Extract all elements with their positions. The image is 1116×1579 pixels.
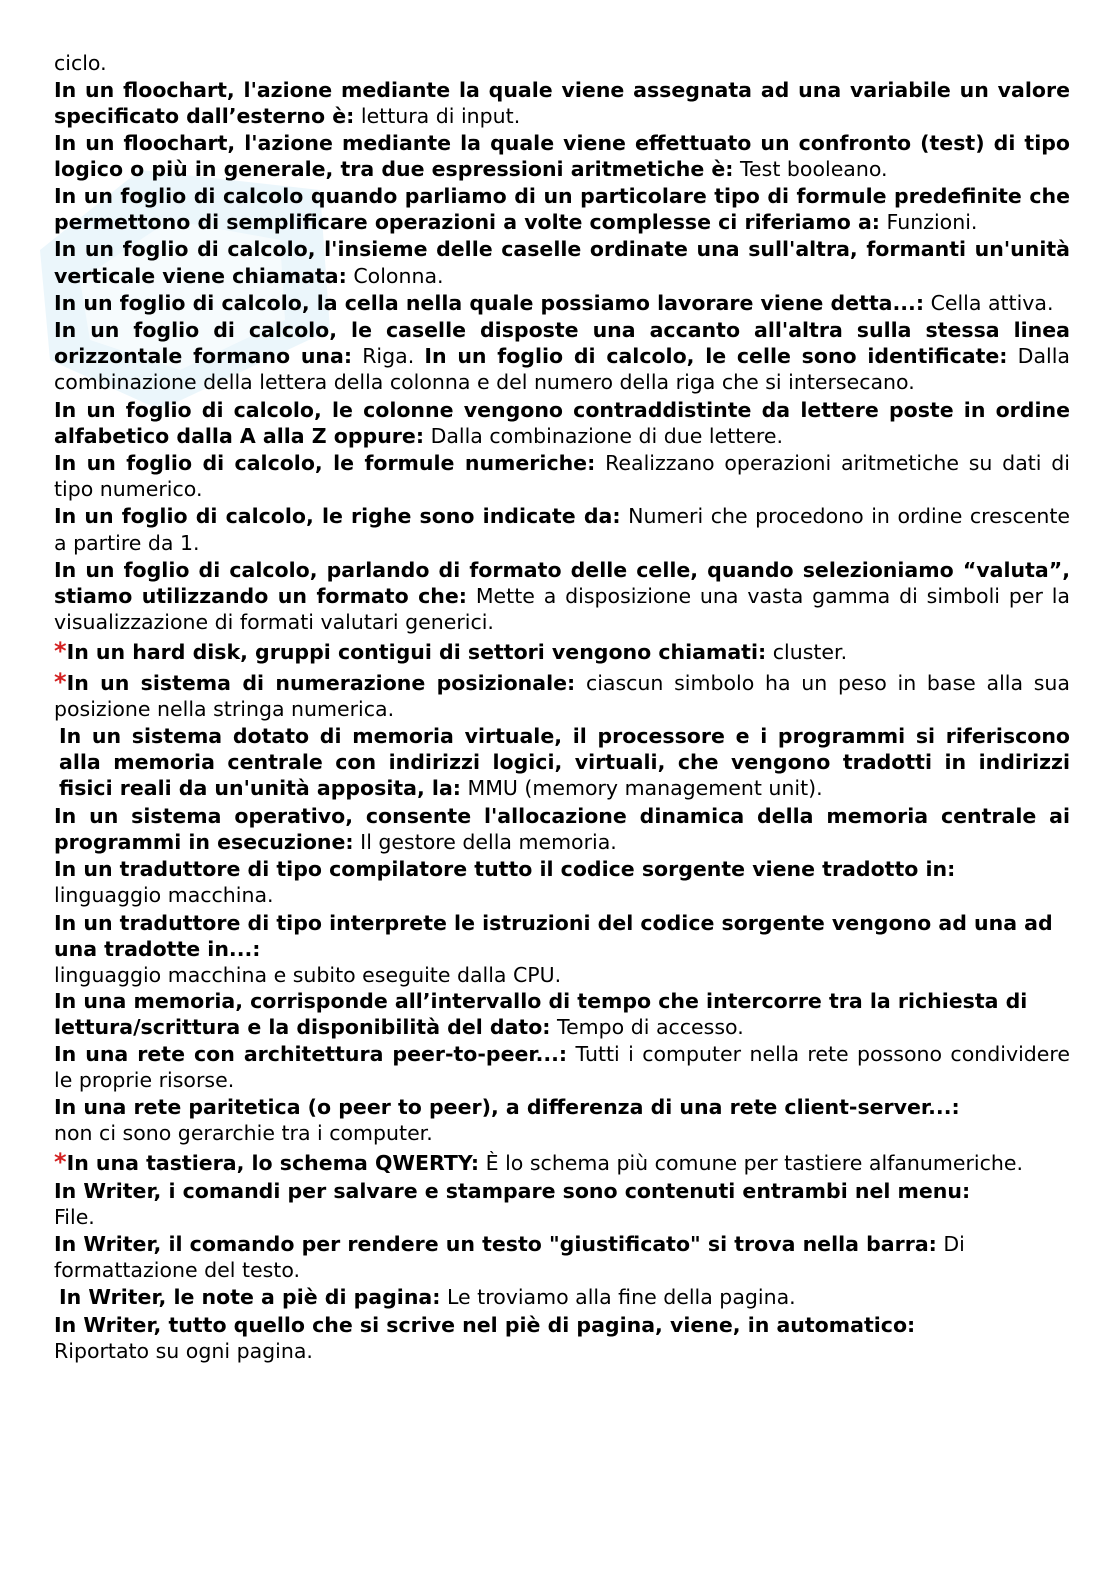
entry-access-time (54, 988, 1070, 1040)
question-text: In un foglio di calcolo, le caselle disposte una accanto all'altra sulla stessa linea orizzontale formano una: (54, 318, 1070, 369)
question-text: In un traduttore di tipo compilatore tutto il codice sorgente viene tradotto in: (54, 857, 956, 882)
answer-text: ciclo. (54, 51, 107, 75)
question-text: In un floochart, l'azione mediante la quale viene assegnata ad una variabile un valore specificato dall’esterno è: (54, 78, 1070, 129)
entry-qwerty (54, 1149, 1070, 1176)
answer-text: Riga. (362, 344, 415, 369)
entry-virtual-memory-mmu (54, 723, 1070, 802)
answer-text: cluster. (772, 640, 848, 665)
question-text: In Writer, il comando per rendere un testo "giustificato" si trova nella barra: (54, 1231, 937, 1256)
answer-text: lettura di input. (360, 104, 521, 129)
entry-flowchart-input (54, 77, 1070, 129)
entry-writer-footer (54, 1312, 1070, 1364)
answer-text: Cella attiva. (930, 290, 1054, 315)
answer-text: ciascun simbolo ha un peso in base alla sua posizione nella stringa numerica. (54, 670, 1070, 721)
question-text: In un foglio di calcolo, parlando di formato delle celle, quando selezioniamo “valuta”, stiamo utilizzando un formato che: (54, 557, 1070, 609)
entry-memory-manager (54, 803, 1070, 855)
answer-text: Tutti i computer nella rete possono condividere le proprie risorse. (54, 1041, 1070, 1092)
entry-peer-to-peer (54, 1041, 1070, 1093)
question-text: In una memoria, corrisponde all’intervallo di tempo che intercorre tra la richiesta di lettura/scrittura e la disponibilità del dato: (54, 989, 1028, 1040)
question-text: In un foglio di calcolo, le righe sono indicate da: (54, 504, 621, 529)
answer-text: linguaggio macchina e subito eseguite dalla CPU. (54, 962, 562, 987)
question-text: In un foglio di calcolo, le formule numeriche: (54, 451, 596, 476)
answer-text: Mette a disposizione una vasta gamma di simboli per la visualizzazione di formati valutari generici. (54, 584, 1070, 635)
answer-text: È lo schema più comune per tastiere alfanumeriche. (485, 1151, 1024, 1176)
entry-spreadsheet-functions (54, 183, 1070, 235)
entry-compiler (54, 856, 1070, 908)
entry-spreadsheet-column-letters (54, 397, 1070, 449)
document-body (54, 50, 1070, 1364)
answer-text: Numeri che procedono in ordine crescente a partire da 1. (54, 504, 1070, 555)
entry-spreadsheet-active-cell (54, 290, 1070, 316)
entry-writer-footnotes (54, 1284, 1070, 1310)
question-text: In Writer, le note a piè di pagina: (59, 1285, 441, 1310)
answer-text: File. (54, 1204, 95, 1229)
answer-text: Funzioni. (886, 210, 978, 235)
answer-text: linguaggio macchina. (54, 883, 274, 908)
answer-text: Di formattazione del testo. (54, 1231, 965, 1283)
answer-text: Le troviamo alla fine della pagina. (446, 1285, 796, 1310)
question-text: In un foglio di calcolo quando parliamo di un particolare tipo di formule predefinite che permettono di semplificare operazioni a volte complesse ci riferiamo a: (54, 184, 1070, 235)
question-text: In un sistema dotato di memoria virtuale, il processore e i programmi si riferiscono alla memoria centrale con indirizzi logici, virtuali, che vengono tradotti in indirizzi fisici reali da un'unità apposita, la: (59, 724, 1070, 801)
answer-text: Colonna. (353, 263, 444, 288)
question-text: In un foglio di calcolo, l'insieme delle caselle ordinate una sull'altra, formanti un'unità verticale viene chiamata: (54, 237, 1070, 288)
question-text: In un hard disk, gruppi contigui di settori vengono chiamati: (66, 640, 767, 665)
entry-spreadsheet-column (54, 236, 1070, 288)
question-text: In un foglio di calcolo, la cella nella quale possiamo lavorare viene detta...: (54, 290, 925, 315)
question-text: In un foglio di calcolo, le colonne vengono contraddistinte da lettere poste in ordine alfabetico dalla A alla Z oppure: (54, 397, 1070, 448)
question-text: In una rete con architettura peer-to-peer...: (54, 1041, 568, 1066)
asterisk-marker: * (54, 667, 67, 696)
answer-text: Dalla combinazione di due lettere. (430, 423, 784, 448)
entry-spreadsheet-currency-format (54, 557, 1070, 636)
question-text: In un sistema di numerazione posizionale: (66, 670, 576, 695)
entry-client-server (54, 1094, 1070, 1146)
answer-text: Test booleano. (740, 156, 888, 181)
asterisk-marker: * (54, 637, 67, 666)
entry-writer-justify (54, 1231, 1070, 1283)
entry-positional-numbering (54, 669, 1070, 722)
question-text: In Writer, i comandi per salvare e stampare sono contenuti entrambi nel menu: (54, 1178, 971, 1203)
answer-text: Realizzano operazioni aritmetiche su dati di tipo numerico. (54, 451, 1070, 502)
answer-text: Tempo di accesso. (557, 1015, 744, 1040)
entry-spreadsheet-numeric-formulas (54, 450, 1070, 502)
answer-text: MMU (memory management unit). (467, 776, 823, 801)
entry-spreadsheet-row-and-cells (54, 317, 1070, 396)
answer-text-secondary: Dalla combinazione della lettera della colonna e del numero della riga che si intersecano. (54, 344, 1070, 395)
entry-flowchart-test (54, 130, 1070, 182)
entry-writer-file-menu (54, 1178, 1070, 1230)
answer-text: Riportato su ogni pagina. (54, 1338, 313, 1363)
question-text: In una tastiera, lo schema QWERTY: (66, 1151, 480, 1176)
entry-continuation (54, 50, 1070, 76)
entry-hard-disk-cluster (54, 638, 1070, 665)
question-text: In un sistema operativo, consente l'allocazione dinamica della memoria centrale ai programmi in esecuzione: (54, 803, 1070, 854)
answer-text: Il gestore della memoria. (360, 829, 617, 854)
question-text: In Writer, tutto quello che si scrive nel piè di pagina, viene, in automatico: (54, 1312, 916, 1337)
question-text: In una rete paritetica (o peer to peer), a differenza di una rete client-server...: (54, 1094, 960, 1119)
entry-interpreter (54, 910, 1070, 989)
question-text: In un floochart, l'azione mediante la quale viene effettuato un confronto (test) di tipo logico o più in generale, tra due espressioni aritmetiche è: (54, 130, 1070, 181)
question-text: In un traduttore di tipo interprete le istruzioni del codice sorgente vengono ad una ad una tradotte in...: (54, 910, 1053, 961)
entry-spreadsheet-row-numbers (54, 503, 1070, 555)
answer-text: non ci sono gerarchie tra i computer. (54, 1121, 433, 1146)
asterisk-marker: * (54, 1148, 67, 1177)
question-text-secondary: In un foglio di calcolo, le celle sono identificate: (424, 344, 1008, 369)
